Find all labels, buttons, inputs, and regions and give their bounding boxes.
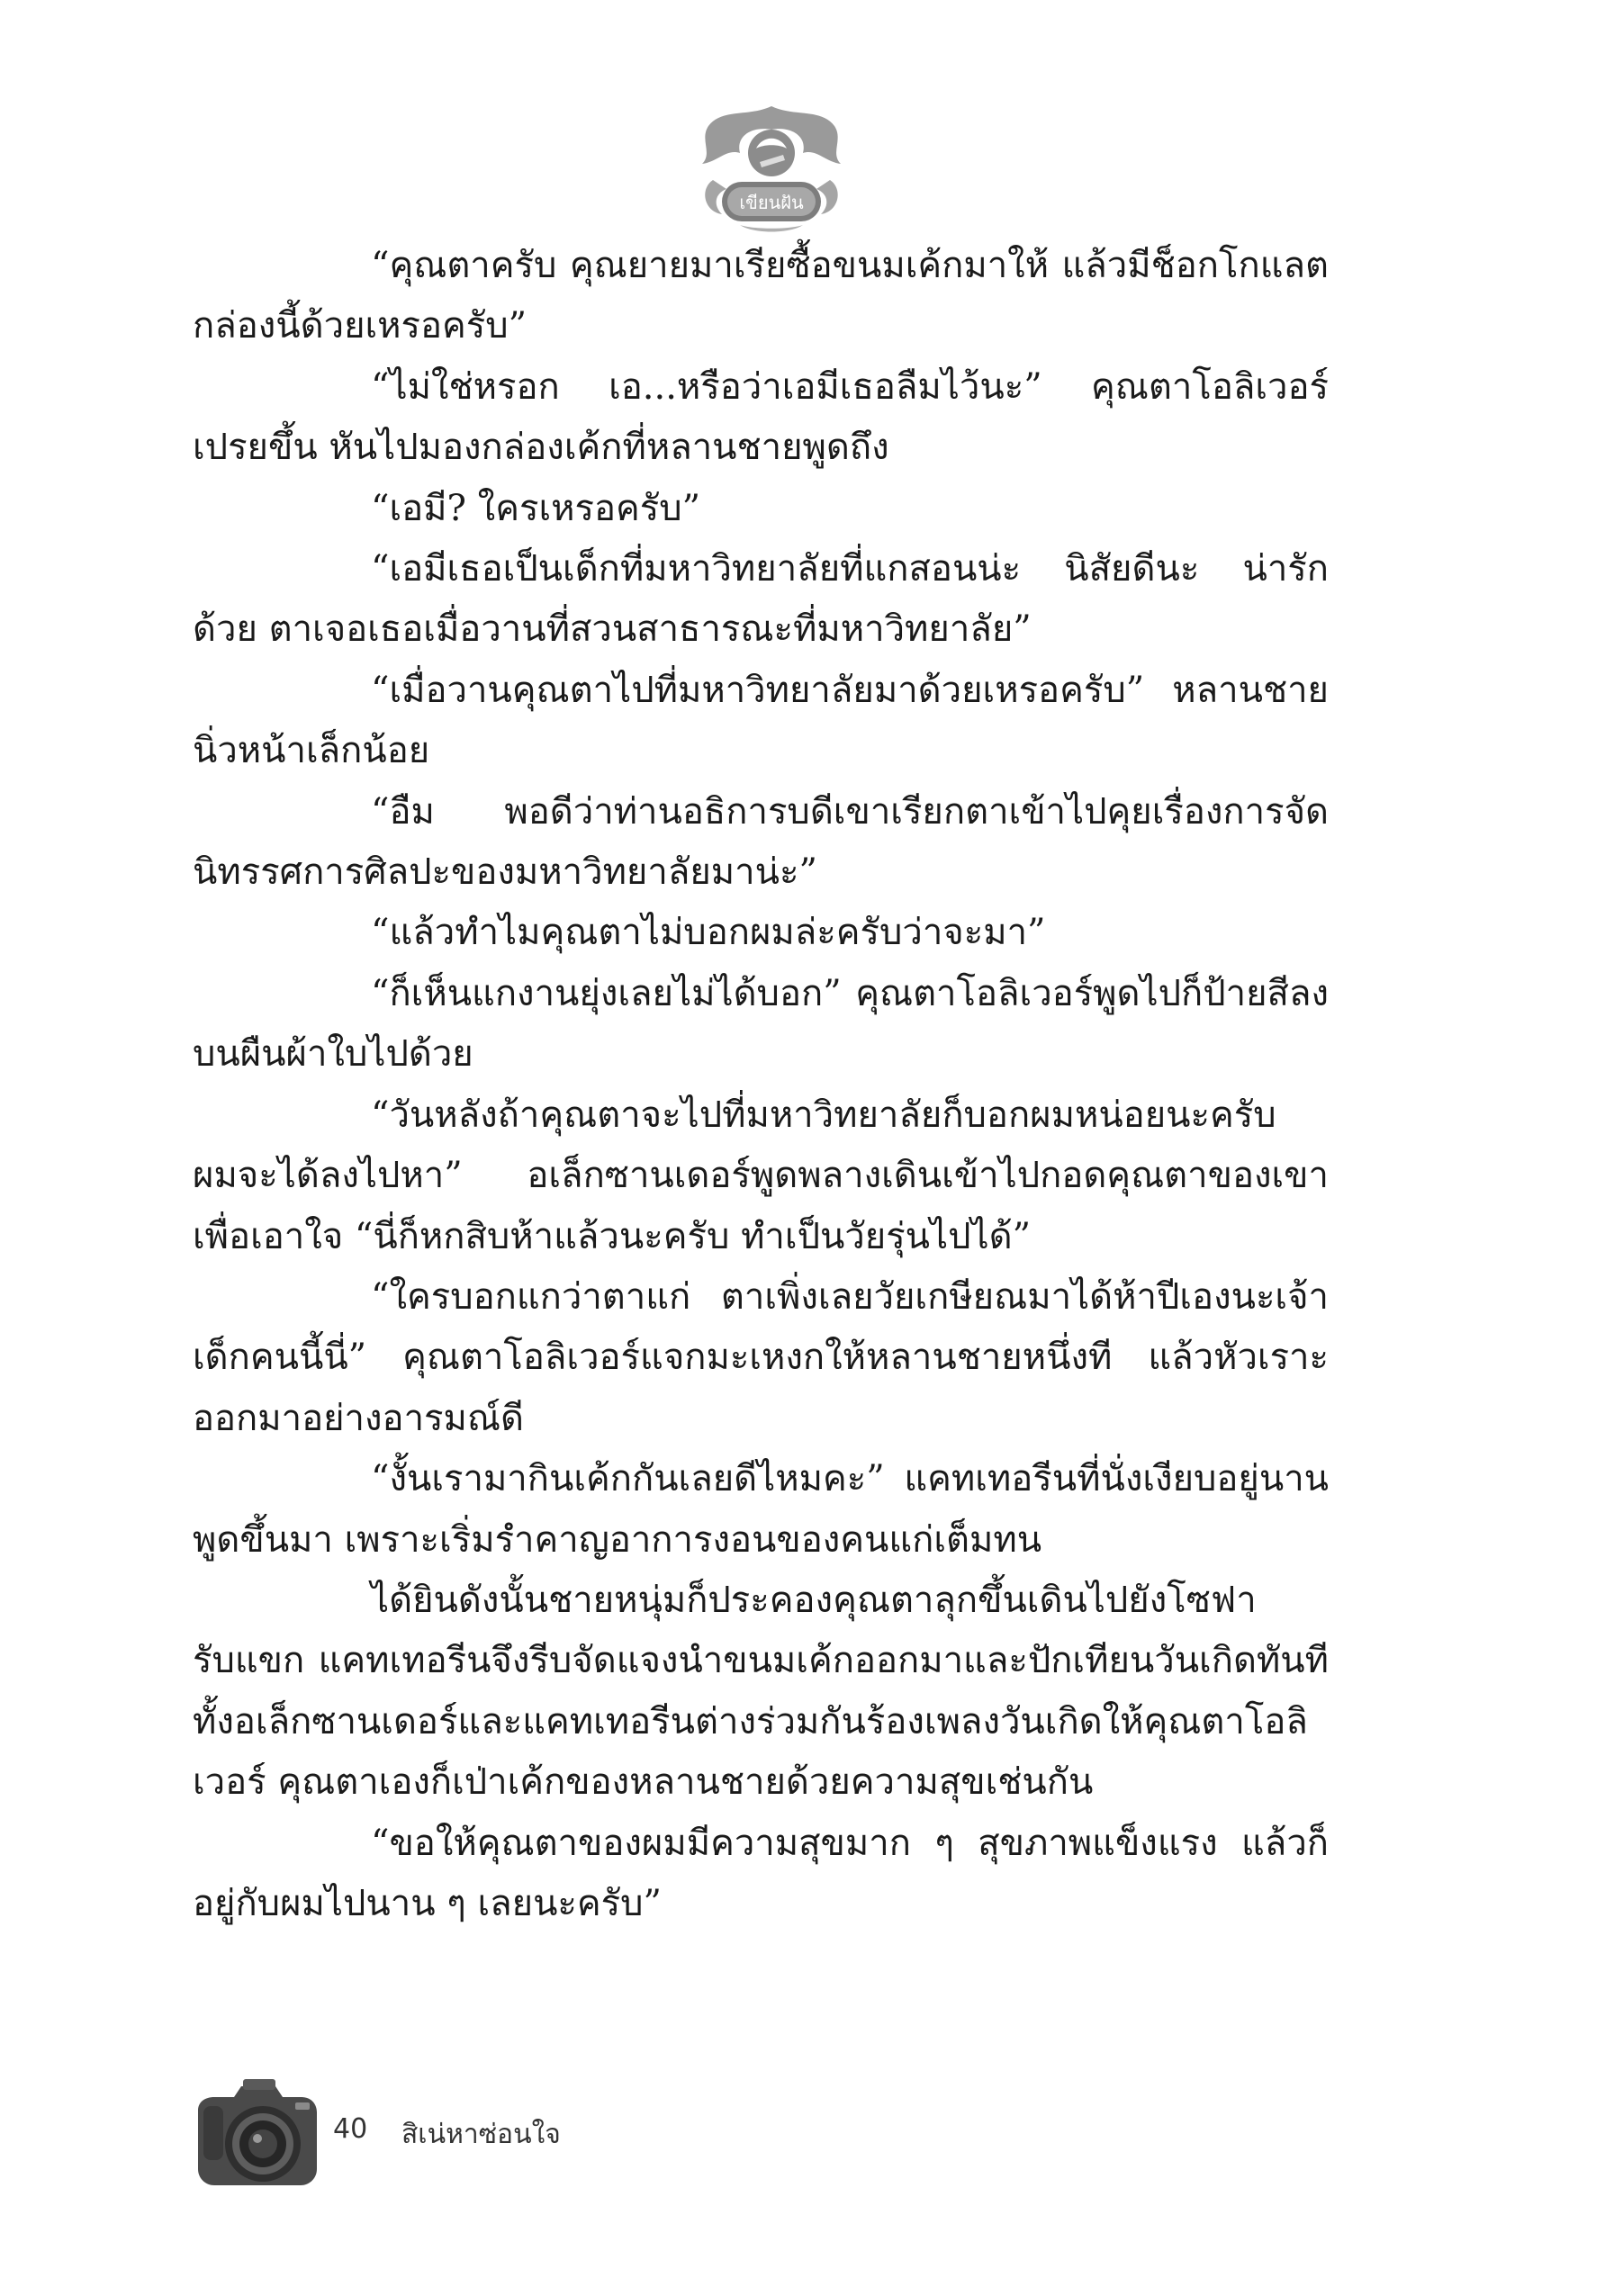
page-footer [189, 2061, 999, 2196]
logo-text: เขียนฝัน [739, 192, 804, 213]
paragraph: “ขอให้คุณตาของผมมีความสุขมาก ๆ สุขภาพแข็งแรง แล้วก็อยู่กับผมไปนาน ๆ เลยนะครับ” [193, 1822, 1329, 1924]
paragraph: “เอมี? ใครเหรอครับ” [371, 487, 701, 529]
paragraph: “ใครบอกแกว่าตาแก่ ตาเพิ่งเลยวัยเกษียณมาได้ห้าปีเองนะเจ้าเด็กคนนี้นี่” คุณตาโอลิเวอร์แจกมะเหงกให้หลานชายหนึ่งที แล้วหัวเราะออกมาอย่างอารมณ์ดี [193, 1275, 1329, 1439]
story-text [193, 236, 1329, 1934]
paragraph: “งั้นเรามากินเค้กกันเลยดีไหมคะ” แคทเทอรีนที่นั่งเงียบอยู่นานพูดขึ้นมา เพราะเริ่มรำคาญอาการงอนของคนแก่เต็มทน [193, 1458, 1329, 1561]
page-number: 40 [333, 2113, 368, 2145]
paragraph: “เอมีเธอเป็นเด็กที่มหาวิทยาลัยที่แกสอนน่ะ นิสัยดีนะ น่ารักด้วย ตาเจอเธอเมื่อวานที่สวนสาธารณะที่มหาวิทยาลัย” [193, 548, 1329, 651]
paragraph: “คุณตาครับ คุณยายมาเรียซื้อขนมเค้กมาให้ แล้วมีช็อกโกแลตกล่องนี้ด้วยเหรอครับ” [193, 245, 1329, 347]
paragraph: “อืม พอดีว่าท่านอธิการบดีเขาเรียกตาเข้าไปคุยเรื่องการจัดนิทรรศการศิลปะของมหาวิทยาลัยมาน่ะ” [193, 790, 1329, 894]
paragraph: ได้ยินดังนั้นชายหนุ่มก็ประคองคุณตาลุกขึ้นเดินไปยังโซฟารับแขก แคทเทอรีนจึงรีบจัดแจงนำขนมเค้กออกมาและปักเทียนวันเกิดทันที ทั้งอเล็กซานเดอร์และแคทเทอรีนต่างร่วมกันร้องเพลงวันเกิดให้คุณตาโอลิเวอร์ คุณตาเองก็เป่าเค้กของหลานชายด้วยความสุขเช่นกัน [193, 1579, 1329, 1804]
book-title: สิเน่หาซ่อนใจ [401, 2119, 561, 2150]
paragraph: “เมื่อวานคุณตาไปที่มหาวิทยาลัยมาด้วยเหรอครับ” หลานชายนิ่วหน้าเล็กน้อย [193, 669, 1329, 772]
camera-icon [189, 2061, 324, 2196]
paragraph: “วันหลังถ้าคุณตาจะไปที่มหาวิทยาลัยก็บอกผมหน่อยนะครับ ผมจะได้ลงไปหา” อเล็กซานเดอร์พูดพลางเดินเข้าไปกอดคุณตาของเขาเพื่อเอาใจ “นี่ก็หกสิบห้าแล้วนะครับ ทำเป็นวัยรุ่นไปได้” [193, 1094, 1329, 1257]
paragraph: “แล้วทำไมคุณตาไม่บอกผมล่ะครับว่าจะมา” [371, 912, 1046, 954]
paragraph: “ก็เห็นแกงานยุ่งเลยไม่ได้บอก” คุณตาโอลิเวอร์พูดไปก็ป้ายสีลงบนผืนผ้าใบไปด้วย [193, 972, 1329, 1076]
paragraph: “ไม่ใช่หรอก เอ...หรือว่าเอมีเธอลืมไว้นะ” คุณตาโอลิเวอร์เปรยขึ้น หันไปมองกล่องเค้กที่หลานชายพูดถึง [193, 365, 1329, 469]
ornamental-badge-icon [686, 99, 857, 243]
